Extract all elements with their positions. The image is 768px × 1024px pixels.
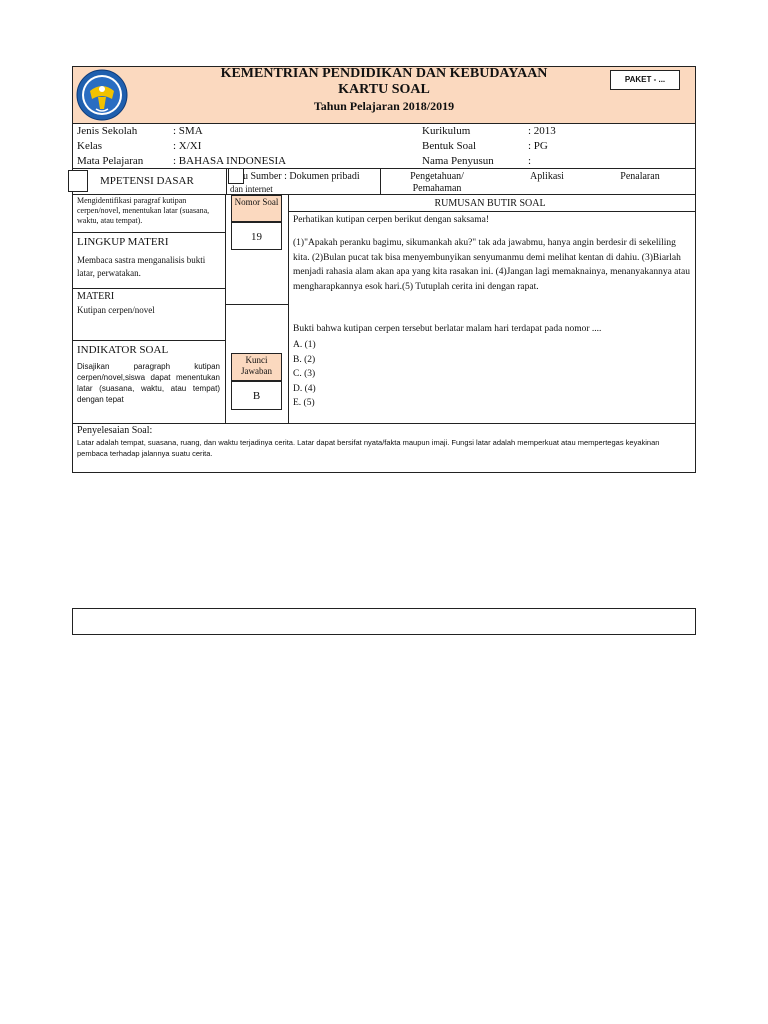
penalaran-header: Penalaran [620, 171, 660, 182]
sumber-header: u Sumber : Dokumen pribadi [243, 171, 360, 182]
materi-text: Kutipan cerpen/novel [77, 305, 155, 315]
question-instruction: Perhatikan kutipan cerpen berikut dengan saksama! [293, 215, 489, 225]
jenis-sekolah-label: Jenis Sekolah [77, 125, 138, 137]
pengetahuan-header: Pengetahuan/ [410, 171, 464, 182]
answer-options [293, 338, 316, 411]
penyelesaian-title: Penyelesaian Soal: [77, 425, 153, 436]
option-b: B. (2) [293, 354, 316, 365]
kunci-jawaban-value: B [231, 381, 282, 410]
kunci-jawaban-label: Kunci Jawaban [231, 353, 282, 381]
bentuk-value: : PG [528, 140, 548, 152]
penyusun-value: : [528, 155, 532, 167]
jenis-sekolah-value: : SMA [173, 125, 203, 137]
kelas-value: : X/XI [173, 140, 202, 152]
paket-box: PAKET - ... [610, 70, 680, 90]
nomor-soal-value: 19 [231, 222, 282, 250]
mapel-label: Mata Pelajaran [77, 155, 144, 167]
pemahaman-header: Pemahaman [412, 183, 462, 194]
kompetensi-header: MPETENSI DASAR [100, 175, 194, 187]
question-prompt: Bukti bahwa kutipan cerpen tersebut berlatar malam hari terdapat pada nomor .... [293, 324, 602, 334]
lingkup-title: LINGKUP MATERI [77, 236, 169, 248]
empty-box [72, 608, 696, 635]
option-e: E. (5) [293, 398, 315, 408]
penyelesaian-text: Latar adalah tempat, suasana, ruang, dan waktu terjadinya cerita. Latar dapat bersifat nyata/fakta maupun imaji. Fungsi latar adalah memperkuat atau mempertegas keyakinan pembaca terhadap jalannya suatu cerita. [77, 438, 660, 458]
kelas-label: Kelas [77, 140, 103, 152]
sumber-header-2: dan internet [230, 184, 273, 194]
card-title: KARTU SOAL [338, 82, 430, 97]
aplikasi-header: Aplikasi [530, 171, 564, 182]
mapel-value: : BAHASA INDONESIA [173, 155, 287, 167]
option-d: D. (4) [293, 383, 316, 394]
checkbox-sumber [228, 168, 244, 184]
option-c: C. (3) [293, 369, 316, 379]
checkbox-kompetensi [68, 170, 88, 192]
kd-text: Mengidentifikasi paragraf kutipan cerpen/novel, menentukan latar (suasana, waktu, atau tempat). [77, 196, 210, 225]
year-label: Tahun Pelajaran 2018/2019 [313, 99, 455, 113]
rumusan-title: RUMUSAN BUTIR SOAL [434, 198, 546, 209]
bentuk-label: Bentuk Soal [422, 140, 477, 152]
kurikulum-label: Kurikulum [422, 125, 471, 137]
indikator-text: Disajikan paragraph kutipan cerpen/novel,siswa dapat menentukan latar (suasana, waktu, atau tempat) dengan tepat [77, 362, 220, 404]
question-passage: (1)"Apakah peranku bagimu, sikumankah aku?" tak ada jawabmu, hanya angin berdesir di sekeliling kita. (2)Bulan pucat tak bisa menyembunyikan senyumanmu demi melihat kentan di dahiu. (3)Biarlah menjadi rahasia alam akan apa yang kita rasakan ini. (4)Jangan lagi memaknainya, menanyakannya atau mengharapkannya esok hari.(5) Tutuplah cerita ini dengan rapat. [293, 238, 690, 292]
option-a: A. (1) [293, 340, 316, 350]
materi-title: MATERI [77, 291, 115, 302]
nomor-soal-label: Nomor Soal [231, 195, 282, 222]
ministry-title: KEMENTRIAN PENDIDIKAN DAN KEBUDAYAAN [220, 66, 548, 81]
lingkup-text: Membaca sastra menganalisis bukti latar, perwatakan. [77, 255, 206, 278]
penyusun-label: Nama Penyusun [422, 155, 494, 167]
kurikulum-value: : 2013 [528, 125, 556, 137]
indikator-title: INDIKATOR SOAL [77, 344, 169, 356]
